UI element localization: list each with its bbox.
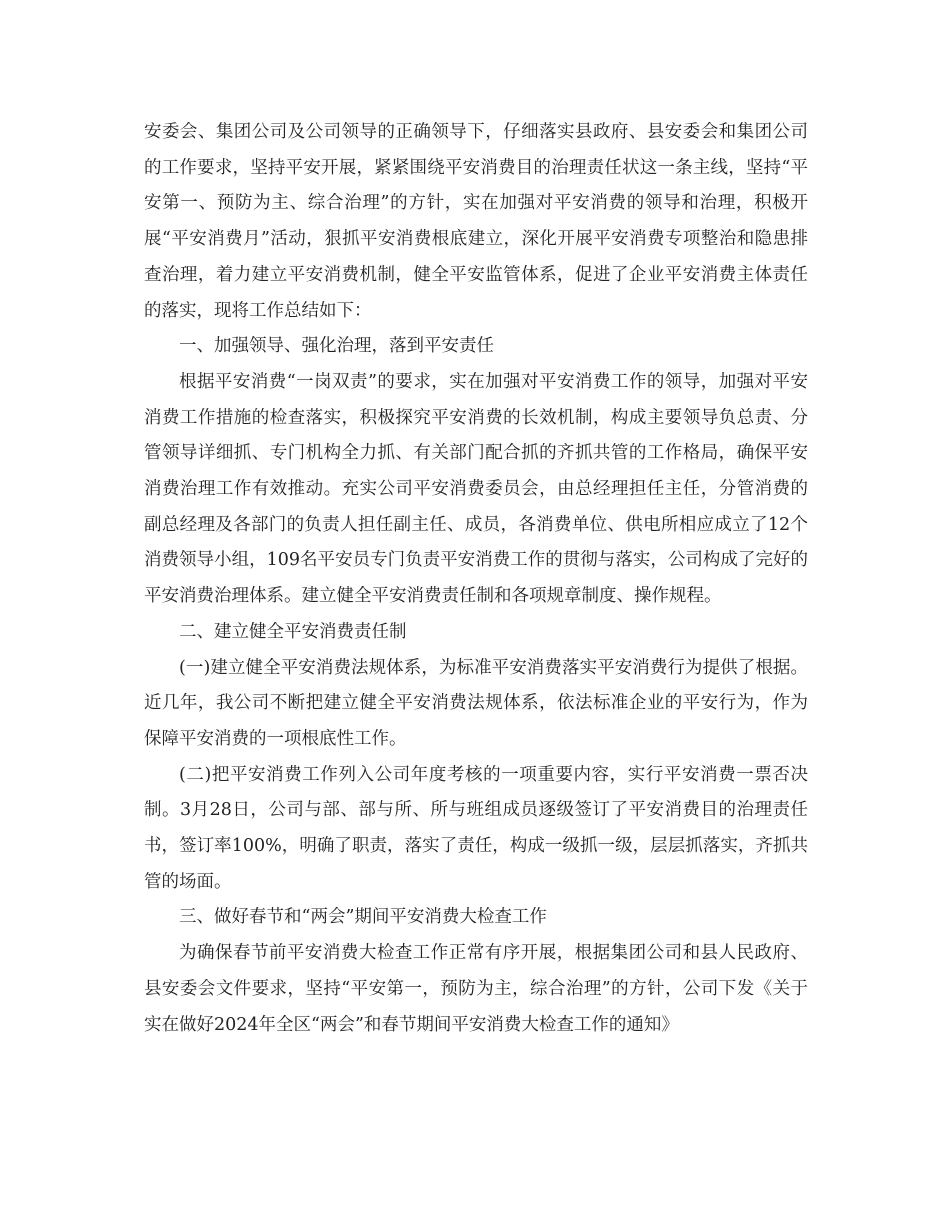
paragraph-section-2-item-1: (一)建立健全平安消费法规体系，为标准平安消费落实平安消费行为提供了根据。近几年，我公司不断把建立健全平安消费法规体系，依法标准企业的平安行为，作为保障平安消费的一项根底性工作。	[144, 657, 808, 749]
paragraph-section-3: 为确保春节前平安消费大检查工作正常有序开展，根据集团公司和县人民政府、县安委会文件要求，坚持“平安第一，预防为主，综合治理”的方针，公司下发《关于实在做好2024年全区“两会”和春节期间平安消费大检查工作的通知》	[144, 943, 808, 1035]
paragraph-section-1: 根据平安消费“一岗双责”的要求，实在加强对平安消费工作的领导，加强对平安消费工作措施的检查落实，积极探究平安消费的长效机制，构成主要领导负总责、分管领导详细抓、专门机构全力抓、有关部门配合抓的齐抓共管的工作格局，确保平安消费治理工作有效推动。充实公司平安消费委员会，由总经理担任主任，分管消费的副总经理及各部门的负责人担任副主任、成员，各消费单位、供电所相应成立了12个消费领导小组，109名平安员专门负责平安消费工作的贯彻与落实，公司构成了完好的平安消费治理体系。建立健全平安消费责任制和各项规章制度、操作规程。	[144, 371, 808, 607]
section-heading-2: 二、建立健全平安消费责任制	[179, 621, 407, 642]
section-heading-1: 一、加强领导、强化治理，落到平安责任	[179, 336, 494, 357]
paragraph-intro: 安委会、集团公司及公司领导的正确领导下，仔细落实县政府、县安委会和集团公司的工作要求，坚持平安开展，紧紧围绕平安消费目的治理责任状这一条主线，坚持“平安第一、预防为主、综合治理”的方针，实在加强对平安消费的领导和治理，积极开展“平安消费月”活动，狠抓平安消费根底建立，深化开展平安消费专项整治和隐患排查治理，着力建立平安消费机制，健全平安监管体系，促进了企业平安消费主体责任的落实，现将工作总结如下：	[144, 122, 808, 321]
document-body	[144, 115, 808, 1043]
paragraph-section-2-item-2: (二)把平安消费工作列入公司年度考核的一项重要内容，实行平安消费一票否决制。3月28日，公司与部、部与所、所与班组成员逐级签订了平安消费目的治理责任书，签订率100%，明确了职责，落实了责任，构成一级抓一级，层层抓落实，齐抓共管的场面。	[144, 764, 808, 892]
section-heading-3: 三、做好春节和“两会”期间平安消费大检查工作	[179, 907, 547, 928]
